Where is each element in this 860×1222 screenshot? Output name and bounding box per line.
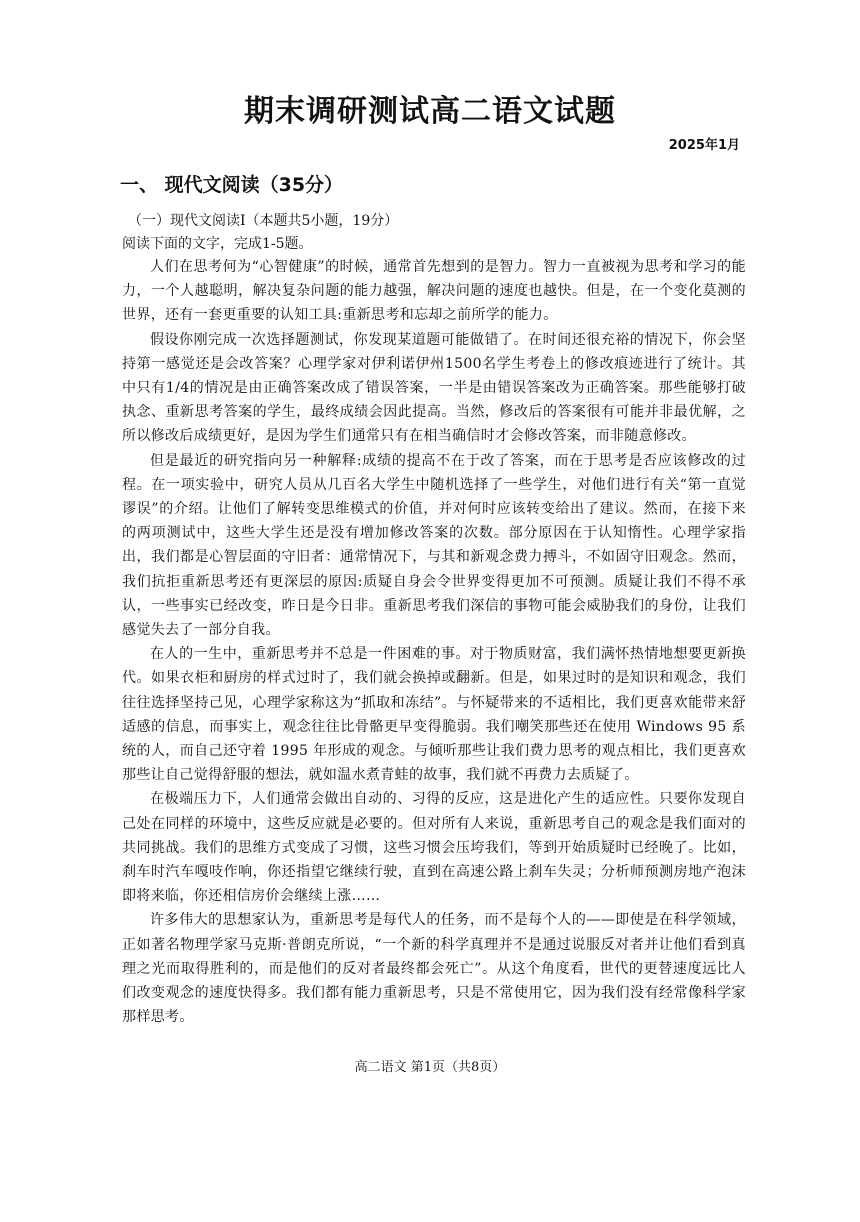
exam-date: 2025年1月 [668, 138, 740, 153]
exam-title: 期末调研测试高二语文试题 [244, 94, 616, 129]
sub-section-heading: （一）现代文阅读I（本题共5小题，19分） [128, 213, 399, 229]
passage-paragraph: 在人的一生中，重新思考并不总是一件困难的事。对于物质财富，我们满怀热情地想要更新换代。如果衣柜和厨房的样式过时了，我们就会换掉或翻新。但是，如果过时的是知识和观念，我们往往选择坚持己见，心理学家称这为“抓取和冻结”。与怀疑带来的不适相比，我们更喜欢能带来舒适感的信息，而事实上，观念往往比骨骼更早变得脆弱。我们嘲笑那些还在使用 Windows 95 系统的人，而自己还守着 1995 年形成的观念。与倾听那些让我们费力思考的观点相比，我们更喜欢那些让自己觉得舒服的想法，就如温水煮青蛙的故事，我们就不再费力去质疑了。 [122, 646, 746, 784]
passage-paragraph: 许多伟大的思想家认为，重新思考是每代人的任务，而不是每个人的——即使是在科学领域，正如著名物理学家马克斯·普朗克所说，“一个新的科学真理并不是通过说服反对者并让他们看到真理之光而取得胜利的，而是他们的反对者最终都会死亡”。从这个角度看，世代的更替速度远比人们改变观念的速度快得多。我们都有能力重新思考，只是不常使用它，因为我们没有经常像科学家那样思考。 [122, 912, 746, 1026]
passage-paragraph: 人们在思考何为“心智健康”的时候，通常首先想到的是智力。智力一直被视为思考和学习的能力，一个人越聪明，解决复杂问题的能力越强，解决问题的速度也越快。但是，在一个变化莫测的世界，还有一套更重要的认知工具:重新思考和忘却之前所学的能力。 [122, 259, 746, 324]
page-footer: 高二语文 第1页（共8页） [354, 1060, 506, 1075]
reading-instruction: 阅读下面的文字，完成1-5题。 [122, 236, 313, 252]
passage-paragraph: 但是最近的研究指向另一种解释:成绩的提高不在于改了答案，而在于思考是否应该修改的过程。在一项实验中，研究人员从几百名大学生中随机选择了一些学生，对他们进行有关“第一直觉谬误”的介绍。让他们了解转变思维模式的价值，并对何时应该转变给出了建议。然而，在接下来的两项测试中，这些大学生还是没有增加修改答案的次数。部分原因在于认知惰性。心理学家指出，我们都是心智层面的守旧者：通常情况下，与其和新观念费力搏斗，不如固守旧观念。然而，我们抗拒重新思考还有更深层的原因:质疑自身会令世界变得更加不可预测。质疑让我们不得不承认，一些事实已经改变，昨日是今日非。重新思考我们深信的事物可能会威胁我们的身份，让我们感觉失去了一部分自我。 [122, 452, 746, 639]
passage-paragraph: 在极端压力下，人们通常会做出自动的、习得的反应，这是进化产生的适应性。只要你发现自己处在同样的环境中，这些反应就是必要的。但对所有人来说，重新思考自己的观念是我们面对的共同挑战。我们的思维方式变成了习惯，这些习惯会压垮我们，等到开始质疑时已经晚了。比如，刹车时汽车嘎吱作响，你还指望它继续行驶，直到在高速公路上刹车失灵；分析师预测房地产泡沫即将来临，你还相信房价会继续上涨…… [122, 791, 746, 905]
passage-paragraph: 假设你刚完成一次选择题测试，你发现某道题可能做错了。在时间还很充裕的情况下，你会坚持第一感觉还是会改答案？心理学家对伊利诺伊州1500名学生考卷上的修改痕迹进行了统计。其中只有1/4的情况是由正确答案改成了错误答案，一半是由错误答案改为正确答案。那些能够打破执念、重新思考答案的学生，最终成绩会因此提高。当然，修改后的答案很有可能并非最优解，之所以修改后成绩更好，是因为学生们通常只有在相当确信时才会修改答案，而非随意修改。 [122, 331, 746, 445]
reading-passage [122, 255, 746, 1030]
section-heading: 一、 现代文阅读（35分） [120, 174, 344, 196]
